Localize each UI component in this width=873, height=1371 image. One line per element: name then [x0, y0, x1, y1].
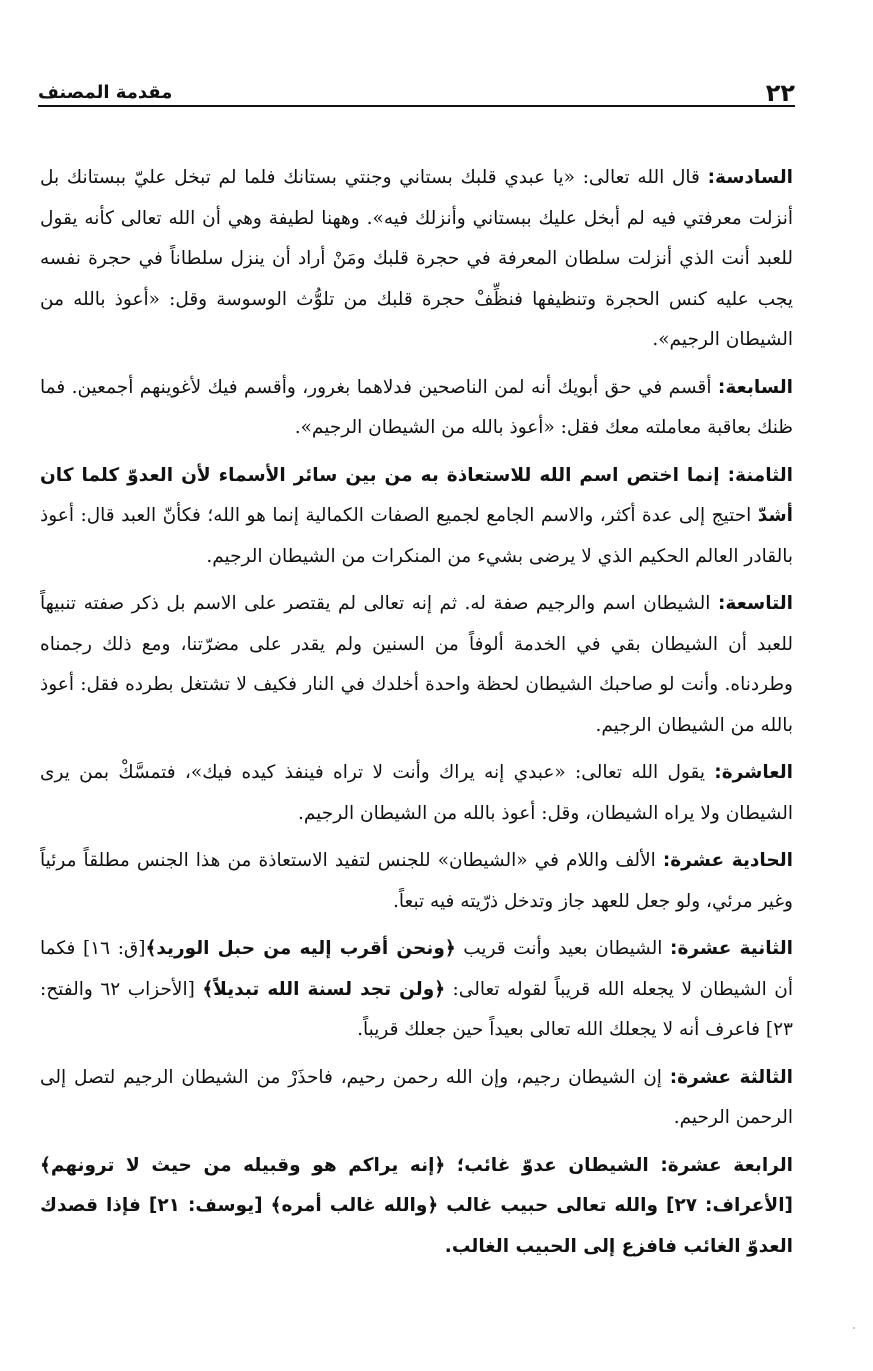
- paragraph-heading: الثامنة:: [727, 464, 793, 486]
- paragraph-tenth: [40, 753, 793, 834]
- paragraph-heading: الثالثة عشرة:: [669, 1066, 793, 1088]
- scan-speck: [853, 1327, 855, 1329]
- paragraph-eighth: [40, 456, 793, 578]
- paragraph-text: إن الشيطان رجيم، وإن الله رحمن رحيم، فاحذَرْ من الشيطان الرجيم لتصل إلى الرحمن الرحيم.: [40, 1066, 793, 1128]
- section-title: مقدمة المصنف: [38, 82, 173, 103]
- paragraph-twelfth: [40, 929, 793, 1051]
- paragraph-text: الألف واللام في «الشيطان» للجنس لتفيد الاستعاذة من هذا الجنس مطلقاً مرئياً وغير مرئي، ولو جعل للعهد جاز وتدخل ذرّيته فيه تبعاً.: [40, 850, 793, 912]
- paragraph-text: يقول الله تعالى: «عبدي إنه يراك وأنت لا تراه فينفذ كيده فيك»، فتمسَّكْ بمن يرى الشيطان ولا يراه الشيطان، وقل: أعوذ بالله من الشيطان الرجيم.: [40, 762, 793, 824]
- paragraph-text: الشيطان بعيد وأنت قريب: [455, 938, 671, 959]
- paragraph-heading: الثانية عشرة:: [670, 938, 793, 959]
- paragraph-eleventh: [40, 841, 793, 922]
- paragraph-heading: الرابعة عشرة:: [660, 1154, 793, 1176]
- paragraph-bold-text: إنما اختص اسم الله للاستعاذة به من بين سائر الأسماء لأن العدوّ كلما كان أشدّ: [40, 464, 793, 526]
- paragraph-bold-text: الشيطان عدوّ غائب؛ ﴿إنه يراكم هو وقبيله من حيث لا ترونهم﴾ [الأعراف: ٢٧] والله تعالى حبيب غالب ﴿والله غالب أمره﴾ [يوسف: ٢١] فإذا قصدك العدوّ الغائب فافزع إلى الحبيب الغالب.: [40, 1154, 794, 1257]
- paragraph-ninth: [40, 584, 793, 746]
- paragraph-heading: الحادية عشرة:: [662, 850, 793, 871]
- paragraph-text: قال الله تعالى: «يا عبدي قلبك بستاني وجنتي بستانك فلما لم تبخل عليّ ببستانك بل أنزلت معرفتي فيه لم أبخل عليك ببستاني وأنزلك فيه». وههنا لطيفة وهي أن الله تعالى كأنه يقول للعبد أنت الذي أنزلت سلطان المعرفة في حجرة قلبك ومَنْ أراد أن ينزل سلطاناً في حجرة نفسه يجب عليه كنس الحجرة وتنظيفها فنظِّفْ حجرة قلبك من تلوُّث الوسوسة وقل: «أعوذ بالله من الشيطان الرجيم».: [40, 167, 793, 350]
- quran-quote: ﴿ونحن أقرب إليه من حبل الوريد﴾: [145, 938, 456, 959]
- paragraph-text: احتيج إلى عدة أكثر، والاسم الجامع لجميع الصفات الكمالية إنما هو الله؛ فكأنّ العبد قال: أعوذ بالقادر العالم الحكيم الذي لا يرضى بشيء من المنكرات من الشيطان الرجيم.: [40, 505, 793, 567]
- paragraph-text: [ق: ١٦] فكما أن الشيطان لا يجعله الله قريباً لقوله تعالى:: [40, 938, 793, 1000]
- quran-quote: ﴿ولن تجد لسنة الله تبديلاً﴾: [202, 978, 446, 1000]
- body-text: [40, 158, 793, 1274]
- paragraph-sixth: [40, 158, 793, 361]
- paragraph-text: أقسم في حق أبويك أنه لمن الناصحين فدلاهما بغرور، وأقسم فيك لأغوينهم أجمعين. فما ظنك بعاقبة معاملته معك فقل: «أعوذ بالله من الشيطان الرجيم».: [40, 376, 793, 438]
- paragraph-heading: التاسعة:: [717, 593, 793, 614]
- paragraph-heading: السادسة:: [707, 167, 793, 188]
- header-rule: [38, 105, 795, 107]
- paragraph-heading: السابعة:: [717, 376, 793, 398]
- running-head: [38, 72, 795, 106]
- paragraph-heading: العاشرة:: [714, 762, 793, 783]
- paragraph-text: الشيطان اسم والرجيم صفة له. ثم إنه تعالى لم يقتصر على الاسم بل ذكر صفته تنبيهاً للعبد أن الشيطان بقي في الخدمة ألوفاً من السنين ولم يقدر على مضرّتنا، ومع ذلك رجمناه وطردناه. وأنت لو صاحبك الشيطان لحظة واحدة أخلدك في النار فكيف لا تشتغل بطرده فقل: أعوذ بالله من الشيطان الرجيم.: [40, 593, 793, 736]
- paragraph-seventh: [40, 368, 793, 449]
- paragraph-thirteenth: [40, 1058, 793, 1139]
- paragraph-fourteenth: [40, 1146, 793, 1268]
- page-number: ٢٢: [765, 79, 795, 107]
- paragraph-text: [الأحزاب ٦٢ والفتح: ٢٣] فاعرف أنه لا يجعلك الله تعالى بعيداً حين جعلك قريباً.: [40, 978, 793, 1040]
